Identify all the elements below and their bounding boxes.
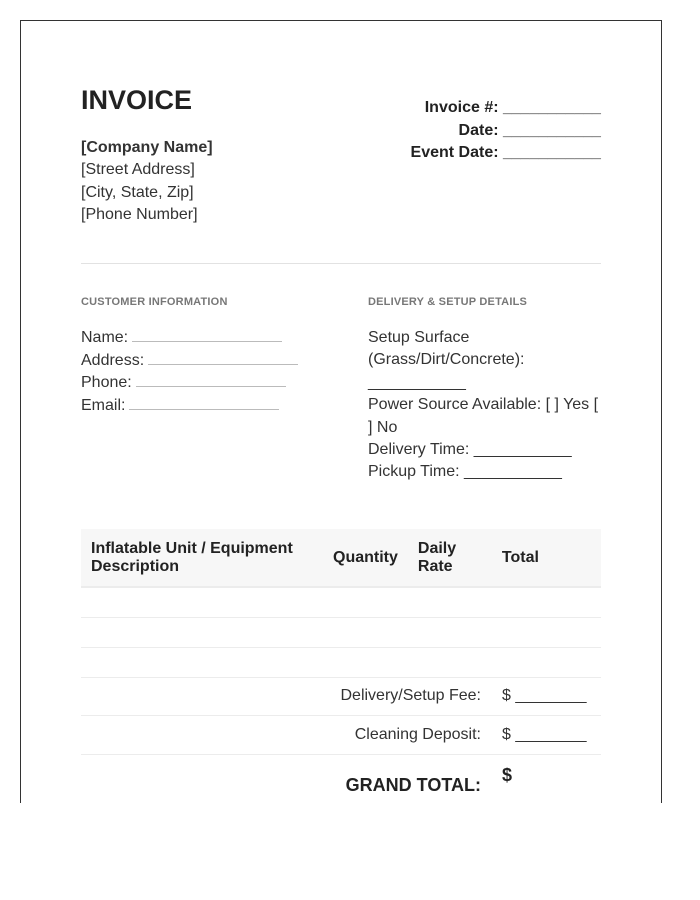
invoice-number-row [411, 97, 601, 120]
event-date-label: Event Date: [410, 144, 499, 161]
cell-total[interactable] [492, 587, 601, 618]
cell-quantity[interactable] [323, 648, 408, 678]
customer-name-row [81, 327, 298, 350]
invoice-meta [411, 97, 601, 165]
delivery-setup-heading: DELIVERY & SETUP DETAILS [368, 296, 528, 308]
grand-total-row [81, 755, 601, 803]
date-label: Date: [458, 121, 499, 139]
customer-address-label: Address: [81, 351, 145, 369]
items-table-header [81, 529, 601, 587]
cell-daily-rate[interactable] [408, 587, 492, 618]
cell-quantity[interactable] [323, 618, 408, 648]
event-date-row [411, 142, 601, 165]
table-row [81, 618, 601, 648]
table-row [81, 587, 601, 618]
company-street: [Street Address] [81, 161, 195, 179]
items-table [81, 529, 601, 678]
company-phone: [Phone Number] [81, 205, 198, 223]
table-row [81, 648, 601, 678]
col-header-daily-rate: Daily Rate [408, 529, 492, 587]
invoice-number-blank[interactable]: ___________ [503, 99, 601, 116]
invoice-title: INVOICE [81, 85, 193, 115]
date-row [411, 120, 601, 143]
delivery-fee-row [81, 677, 601, 716]
customer-name-label: Name: [81, 329, 129, 346]
cell-description[interactable] [81, 618, 323, 648]
delivery-fee-value[interactable]: $ ________ [502, 687, 587, 704]
customer-fields [81, 327, 298, 417]
customer-info-heading: CUSTOMER INFORMATION [81, 296, 228, 308]
cleaning-deposit-value[interactable]: $ ________ [502, 726, 587, 743]
pickup-time-field[interactable]: Pickup Time: ___________ [368, 463, 562, 481]
delivery-fee-label: Delivery/Setup Fee: [340, 687, 481, 704]
customer-email-row [81, 395, 298, 418]
power-source-field[interactable]: Power Source Available: [ ] Yes [ ] No [368, 396, 599, 436]
cell-total[interactable] [492, 618, 601, 648]
cell-quantity[interactable] [323, 587, 408, 618]
cleaning-deposit-row [81, 716, 601, 755]
customer-phone-label: Phone: [81, 374, 132, 391]
event-date-blank[interactable]: ___________ [503, 144, 601, 161]
company-name: [Company Name] [81, 139, 213, 156]
grand-total-value[interactable]: $ [502, 765, 513, 785]
customer-email-field[interactable] [129, 395, 279, 410]
customer-address-row [81, 350, 298, 373]
delivery-fields [368, 327, 604, 484]
cell-description[interactable] [81, 648, 323, 678]
cell-description[interactable] [81, 587, 323, 618]
customer-address-field[interactable] [148, 350, 298, 365]
cell-daily-rate[interactable] [408, 618, 492, 648]
delivery-time-field[interactable]: Delivery Time: ___________ [368, 441, 572, 459]
cell-total[interactable] [492, 648, 601, 678]
company-block [81, 137, 213, 226]
customer-phone-row [81, 372, 298, 395]
company-city: [City, State, Zip] [81, 183, 194, 201]
setup-surface-field[interactable]: Setup Surface (Grass/Dirt/Concrete): ___________ [368, 329, 525, 391]
invoice-page [20, 20, 662, 803]
grand-total-label: GRAND TOTAL: [345, 775, 481, 795]
customer-name-field[interactable] [132, 327, 282, 342]
col-header-description: Inflatable Unit / Equipment Description [81, 529, 323, 587]
date-blank[interactable]: ___________ [503, 121, 601, 139]
header-divider [81, 263, 601, 264]
col-header-quantity: Quantity [323, 529, 408, 587]
customer-email-label: Email: [81, 396, 126, 414]
customer-phone-field[interactable] [136, 372, 286, 387]
cleaning-deposit-label: Cleaning Deposit: [354, 726, 481, 743]
fees-block [81, 677, 601, 803]
col-header-total: Total [492, 529, 601, 587]
invoice-number-label: Invoice #: [424, 99, 499, 116]
cell-daily-rate[interactable] [408, 648, 492, 678]
